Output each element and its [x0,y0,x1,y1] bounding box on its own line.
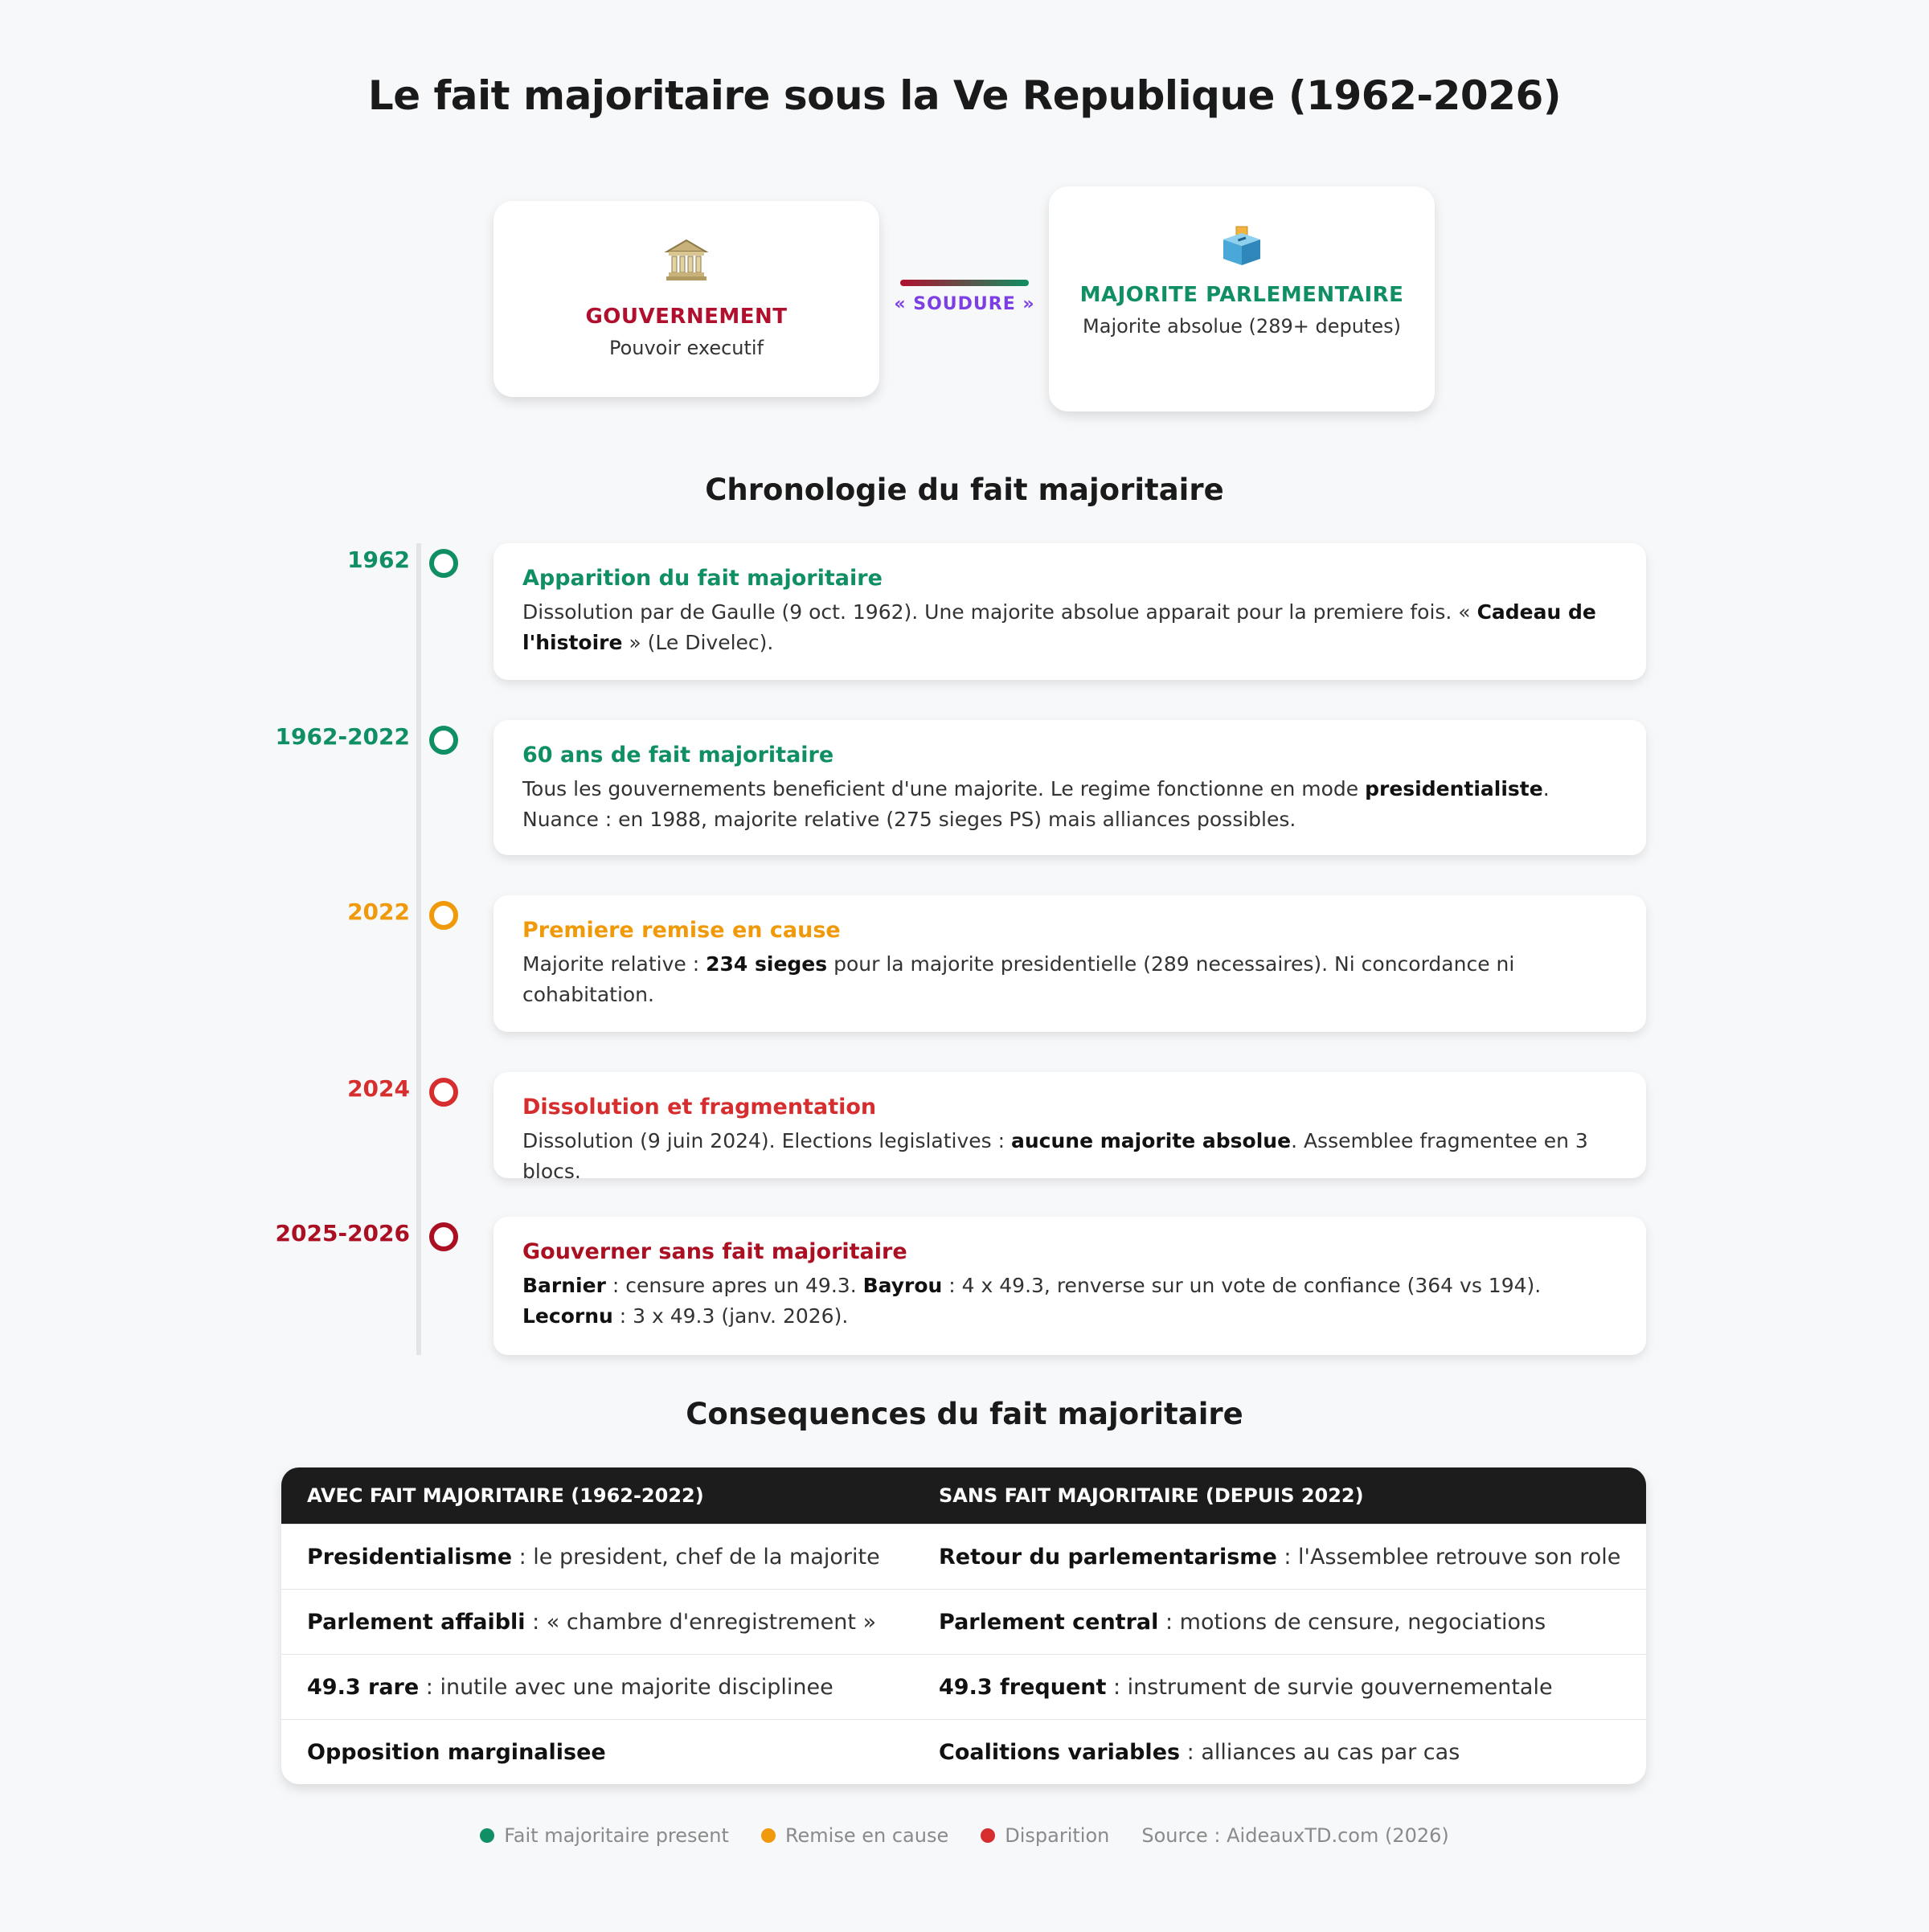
column-header-with: AVEC FAIT MAJORITAIRE (1962-2022) [307,1484,704,1507]
red-dot-icon [981,1828,995,1843]
timeline-event-card [494,1072,1646,1183]
event-description: Dissolution par de Gaulle (9 oct. 1962). Une majorite absolue apparait pour la premiere fois. « Cadeau de l'histoire » (Le Divelec). [522,600,1596,654]
legend [0,1824,1929,1847]
chronology-title: Chronologie du fait majoritaire [705,473,1224,507]
event-title: Dissolution et fragmentation [522,1095,877,1119]
legend-label: Disparition [1005,1824,1110,1847]
consequences-title: Consequences du fait majoritaire [686,1397,1243,1431]
orange-dot-icon [761,1828,776,1843]
column-header-without: SANS FAIT MAJORITAIRE (DEPUIS 2022) [939,1484,1364,1507]
event-title: 60 ans de fait majoritaire [522,743,834,767]
page-title: Le fait majoritaire sous la Ve Republique (1962-2026) [367,72,1562,119]
timeline-event-card [494,895,1646,1032]
government-card [494,201,879,397]
table-header [281,1467,1646,1524]
table-row [281,1589,1646,1654]
timeline-axis [416,543,421,1355]
table-row [281,1719,1646,1784]
event-description: Tous les gouvernements beneficient d'une majorite. Le regime fonctionne en mode presidentialiste. Nuance : en 1988, majorite relative (275 sieges PS) mais alliances possibles. [522,777,1550,831]
event-title: Gouverner sans fait majoritaire [522,1239,907,1264]
majority-card [1049,186,1435,411]
timeline-marker [429,1078,458,1107]
legend-label: Remise en cause [784,1824,949,1847]
timeline-marker [429,549,458,578]
table-cell: Retour du parlementarisme : l'Assemblee retrouve son role [939,1544,1621,1570]
timeline-marker [429,726,458,755]
green-dot-icon [480,1828,494,1843]
timeline-event-card [494,543,1646,680]
majority-label: MAJORITE PARLEMENTAIRE [1079,283,1404,307]
soudure-label: « SOUDURE » [894,294,1035,314]
timeline-year: 2025-2026 [275,1220,410,1246]
ballot-box-icon [1220,225,1263,267]
event-description: Dissolution (9 juin 2024). Elections legislatives : aucune majorite absolue. Assemblee fragmentee en 3 blocs. [522,1129,1588,1183]
timeline-marker [429,1222,458,1251]
table-cell: Opposition marginalisee [307,1739,606,1765]
legend-label: Fait majoritaire present [504,1824,729,1847]
event-description: Barnier : censure apres un 49.3. Bayrou : 4 x 49.3, renverse sur un vote de confiance (364 vs 194). Lecornu : 3 x 49.3 (janv. 2026). [522,1274,1542,1328]
timeline-year: 1962 [347,546,410,573]
timeline-event-card [494,1217,1646,1355]
government-label: GOUVERNEMENT [585,305,788,329]
legend-item-challenged [761,1824,948,1847]
soudure-connector [900,280,1029,286]
table-cell: Parlement affaibli : « chambre d'enregistrement » [307,1609,877,1635]
table-cell: Parlement central : motions de censure, negociations [939,1609,1546,1635]
legend-item-present [480,1824,729,1847]
timeline-year: 2022 [347,898,410,925]
majority-subtitle: Majorite absolue (289+ deputes) [1083,315,1401,338]
table-row [281,1654,1646,1719]
event-title: Apparition du fait majoritaire [522,566,883,591]
table-cell: Coalitions variables : alliances au cas par cas [939,1739,1460,1765]
timeline-year: 2024 [347,1075,410,1102]
source-credit: Source : AideauxTD.com (2026) [1141,1824,1449,1847]
table-row [281,1524,1646,1589]
timeline-marker [429,901,458,930]
event-title: Premiere remise en cause [522,918,841,943]
table-cell: 49.3 frequent : instrument de survie gouvernementale [939,1674,1553,1700]
timeline-year: 1962-2022 [275,723,410,750]
table-cell: 49.3 rare : inutile avec une majorite disciplinee [307,1674,833,1700]
government-subtitle: Pouvoir executif [608,337,764,359]
consequences-table [281,1467,1646,1784]
event-description: Majorite relative : 234 sieges pour la majorite presidentielle (289 necessaires). Ni concordance ni cohabitation. [522,952,1515,1006]
classical-building-icon [664,237,709,282]
timeline-event-card [494,720,1646,855]
legend-item-disappearance [981,1824,1109,1847]
table-cell: Presidentialisme : le president, chef de la majorite [307,1544,880,1570]
